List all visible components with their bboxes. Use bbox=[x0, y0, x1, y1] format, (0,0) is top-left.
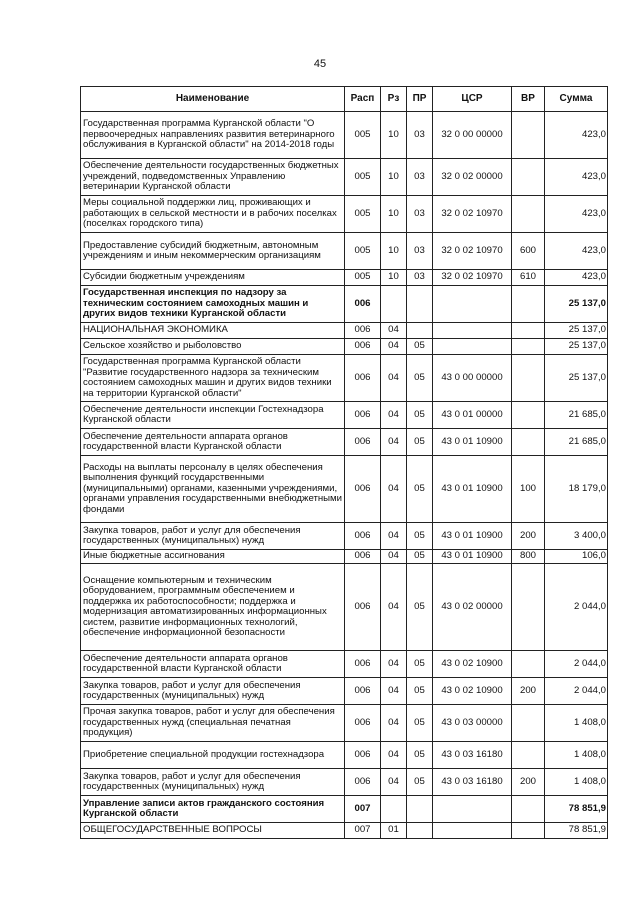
cell-sum: 25 137,0 bbox=[545, 339, 608, 355]
table-row bbox=[81, 564, 608, 651]
cell-sum: 25 137,0 bbox=[545, 355, 608, 402]
cell-name: Субсидии бюджетным учреждениям bbox=[81, 270, 345, 286]
cell-name: Государственная программа Курганской области "Развитие государственного надзора за техническим состоянием самоходных машин и других видов техники на территории Курганской области" bbox=[81, 355, 345, 402]
cell-sum: 1 408,0 bbox=[545, 705, 608, 742]
table-row bbox=[81, 651, 608, 678]
cell-rz: 10 bbox=[381, 112, 407, 159]
header-pr: ПР bbox=[407, 87, 433, 112]
cell-csr bbox=[433, 823, 512, 839]
cell-vr bbox=[512, 159, 545, 196]
cell-vr bbox=[512, 796, 545, 823]
cell-rz: 10 bbox=[381, 196, 407, 233]
cell-rasp: 006 bbox=[345, 678, 381, 705]
cell-rasp: 007 bbox=[345, 796, 381, 823]
cell-sum: 106,0 bbox=[545, 550, 608, 564]
cell-name: Сельское хозяйство и рыболовство bbox=[81, 339, 345, 355]
cell-rz bbox=[381, 796, 407, 823]
table-row bbox=[81, 678, 608, 705]
cell-pr: 03 bbox=[407, 196, 433, 233]
cell-vr bbox=[512, 564, 545, 651]
cell-pr: 05 bbox=[407, 339, 433, 355]
cell-name: Обеспечение деятельности аппарата органов государственной власти Курганской области bbox=[81, 429, 345, 456]
cell-name: Закупка товаров, работ и услуг для обеспечения государственных (муниципальных) нужд bbox=[81, 523, 345, 550]
cell-name: Меры социальной поддержки лиц, проживающих и работающих в сельской местности и в рабочих поселках (поселках городского типа) bbox=[81, 196, 345, 233]
cell-pr: 05 bbox=[407, 678, 433, 705]
cell-sum: 25 137,0 bbox=[545, 286, 608, 323]
cell-sum: 2 044,0 bbox=[545, 651, 608, 678]
header-sum: Сумма bbox=[545, 87, 608, 112]
budget-table bbox=[80, 86, 608, 839]
cell-rasp: 006 bbox=[345, 564, 381, 651]
cell-csr: 32 0 00 00000 bbox=[433, 112, 512, 159]
cell-csr: 43 0 02 00000 bbox=[433, 564, 512, 651]
cell-name: Закупка товаров, работ и услуг для обеспечения государственных (муниципальных) нужд bbox=[81, 678, 345, 705]
cell-name: Обеспечение деятельности инспекции Гостехнадзора Курганской области bbox=[81, 402, 345, 429]
table-row bbox=[81, 429, 608, 456]
cell-rz: 04 bbox=[381, 429, 407, 456]
cell-csr: 32 0 02 10970 bbox=[433, 270, 512, 286]
cell-vr: 200 bbox=[512, 769, 545, 796]
cell-vr bbox=[512, 705, 545, 742]
cell-csr: 43 0 02 10900 bbox=[433, 678, 512, 705]
table-row bbox=[81, 159, 608, 196]
cell-rz bbox=[381, 286, 407, 323]
cell-rz: 04 bbox=[381, 456, 407, 523]
cell-sum: 21 685,0 bbox=[545, 429, 608, 456]
table-row bbox=[81, 523, 608, 550]
table-row bbox=[81, 705, 608, 742]
cell-rasp: 006 bbox=[345, 651, 381, 678]
cell-rasp: 006 bbox=[345, 286, 381, 323]
cell-csr bbox=[433, 796, 512, 823]
table-row bbox=[81, 823, 608, 839]
cell-vr bbox=[512, 196, 545, 233]
cell-sum: 25 137,0 bbox=[545, 323, 608, 339]
header-vr: ВР bbox=[512, 87, 545, 112]
cell-name: Обеспечение деятельности государственных бюджетных учреждений, подведомственных Управлению ветеринарии Курганской области bbox=[81, 159, 345, 196]
cell-name: Государственная программа Курганской области "О первоочередных направлениях развития ветеринарного обслуживания в Курганской области" на 2014-2018 годы bbox=[81, 112, 345, 159]
cell-rasp: 006 bbox=[345, 456, 381, 523]
cell-vr bbox=[512, 402, 545, 429]
cell-vr bbox=[512, 651, 545, 678]
cell-pr: 05 bbox=[407, 550, 433, 564]
cell-name: Оснащение компьютерным и техническим оборудованием, программным обеспечением и поддержка их работоспособности; поддержка и модернизация автоматизированных информационных систем, развитие информационных технологий, обеспечение информационной безопасности bbox=[81, 564, 345, 651]
cell-rasp: 005 bbox=[345, 159, 381, 196]
cell-rz: 04 bbox=[381, 678, 407, 705]
cell-csr bbox=[433, 339, 512, 355]
cell-pr: 05 bbox=[407, 355, 433, 402]
cell-vr: 100 bbox=[512, 456, 545, 523]
cell-pr bbox=[407, 823, 433, 839]
cell-csr: 43 0 03 00000 bbox=[433, 705, 512, 742]
cell-rasp: 006 bbox=[345, 769, 381, 796]
cell-sum: 423,0 bbox=[545, 112, 608, 159]
header-csr: ЦСР bbox=[433, 87, 512, 112]
cell-vr bbox=[512, 823, 545, 839]
header-name: Наименование bbox=[81, 87, 345, 112]
cell-rasp: 006 bbox=[345, 323, 381, 339]
cell-rz: 04 bbox=[381, 550, 407, 564]
cell-csr: 43 0 01 10900 bbox=[433, 550, 512, 564]
cell-pr: 03 bbox=[407, 112, 433, 159]
cell-csr: 43 0 03 16180 bbox=[433, 742, 512, 769]
cell-name: Предоставление субсидий бюджетным, автономным учреждениям и иным некоммерческим организациям bbox=[81, 233, 345, 270]
cell-vr: 800 bbox=[512, 550, 545, 564]
cell-rasp: 006 bbox=[345, 339, 381, 355]
cell-sum: 1 408,0 bbox=[545, 769, 608, 796]
cell-rasp: 006 bbox=[345, 742, 381, 769]
cell-rz: 04 bbox=[381, 742, 407, 769]
cell-rz: 04 bbox=[381, 355, 407, 402]
cell-vr bbox=[512, 286, 545, 323]
cell-rasp: 005 bbox=[345, 112, 381, 159]
cell-pr: 05 bbox=[407, 742, 433, 769]
cell-pr: 05 bbox=[407, 402, 433, 429]
cell-vr bbox=[512, 112, 545, 159]
cell-name: Государственная инспекция по надзору за техническим состоянием самоходных машин и других видов техники Курганской области bbox=[81, 286, 345, 323]
cell-csr: 43 0 01 10900 bbox=[433, 429, 512, 456]
cell-vr: 200 bbox=[512, 523, 545, 550]
table-header-row bbox=[81, 87, 608, 112]
table-row bbox=[81, 196, 608, 233]
page-number: 45 bbox=[313, 58, 327, 70]
cell-vr: 600 bbox=[512, 233, 545, 270]
cell-pr: 03 bbox=[407, 270, 433, 286]
cell-vr: 200 bbox=[512, 678, 545, 705]
cell-rz: 01 bbox=[381, 823, 407, 839]
cell-rz: 10 bbox=[381, 270, 407, 286]
cell-csr: 43 0 01 10900 bbox=[433, 523, 512, 550]
cell-sum: 2 044,0 bbox=[545, 564, 608, 651]
cell-rz: 04 bbox=[381, 339, 407, 355]
cell-csr: 43 0 02 10900 bbox=[433, 651, 512, 678]
cell-name: Расходы на выплаты персоналу в целях обеспечения выполнения функций государственными (муниципальными) органами, казенными учреждениями, органами управления государственными внебюджетными фондами bbox=[81, 456, 345, 523]
cell-csr bbox=[433, 286, 512, 323]
cell-rz: 04 bbox=[381, 651, 407, 678]
table-row bbox=[81, 769, 608, 796]
header-rasp: Расп bbox=[345, 87, 381, 112]
cell-csr: 43 0 01 00000 bbox=[433, 402, 512, 429]
cell-rz: 04 bbox=[381, 769, 407, 796]
cell-pr: 03 bbox=[407, 159, 433, 196]
cell-pr: 05 bbox=[407, 769, 433, 796]
cell-rz: 04 bbox=[381, 705, 407, 742]
cell-sum: 1 408,0 bbox=[545, 742, 608, 769]
cell-pr: 05 bbox=[407, 705, 433, 742]
cell-rasp: 006 bbox=[345, 402, 381, 429]
cell-pr bbox=[407, 286, 433, 323]
cell-name: Прочая закупка товаров, работ и услуг для обеспечения государственных нужд (специальная печатная продукция) bbox=[81, 705, 345, 742]
cell-name: Приобретение специальной продукции гостехнадзора bbox=[81, 742, 345, 769]
cell-rz: 04 bbox=[381, 402, 407, 429]
cell-pr: 05 bbox=[407, 523, 433, 550]
cell-pr bbox=[407, 796, 433, 823]
cell-pr: 05 bbox=[407, 429, 433, 456]
table-row bbox=[81, 112, 608, 159]
cell-vr bbox=[512, 429, 545, 456]
cell-pr: 05 bbox=[407, 651, 433, 678]
header-rz: Рз bbox=[381, 87, 407, 112]
cell-sum: 3 400,0 bbox=[545, 523, 608, 550]
table-row bbox=[81, 796, 608, 823]
cell-rz: 04 bbox=[381, 323, 407, 339]
cell-csr: 32 0 02 10970 bbox=[433, 196, 512, 233]
cell-csr: 32 0 02 10970 bbox=[433, 233, 512, 270]
cell-sum: 21 685,0 bbox=[545, 402, 608, 429]
cell-pr: 03 bbox=[407, 233, 433, 270]
cell-sum: 2 044,0 bbox=[545, 678, 608, 705]
cell-rz: 04 bbox=[381, 564, 407, 651]
cell-rasp: 006 bbox=[345, 355, 381, 402]
cell-vr bbox=[512, 323, 545, 339]
cell-sum: 78 851,9 bbox=[545, 823, 608, 839]
cell-name: Иные бюджетные ассигнования bbox=[81, 550, 345, 564]
table-row bbox=[81, 550, 608, 564]
cell-name: ОБЩЕГОСУДАРСТВЕННЫЕ ВОПРОСЫ bbox=[81, 823, 345, 839]
cell-sum: 423,0 bbox=[545, 233, 608, 270]
cell-vr bbox=[512, 742, 545, 769]
cell-name: Обеспечение деятельности аппарата органов государственной власти Курганской области bbox=[81, 651, 345, 678]
cell-rasp: 007 bbox=[345, 823, 381, 839]
table-row bbox=[81, 233, 608, 270]
cell-sum: 78 851,9 bbox=[545, 796, 608, 823]
cell-sum: 423,0 bbox=[545, 159, 608, 196]
cell-rz: 04 bbox=[381, 523, 407, 550]
cell-rasp: 005 bbox=[345, 196, 381, 233]
table-row bbox=[81, 339, 608, 355]
table-row bbox=[81, 402, 608, 429]
cell-rasp: 005 bbox=[345, 270, 381, 286]
cell-csr: 43 0 00 00000 bbox=[433, 355, 512, 402]
cell-csr: 43 0 03 16180 bbox=[433, 769, 512, 796]
table-row bbox=[81, 456, 608, 523]
table-row bbox=[81, 286, 608, 323]
cell-vr bbox=[512, 339, 545, 355]
cell-rasp: 006 bbox=[345, 550, 381, 564]
cell-rz: 10 bbox=[381, 233, 407, 270]
cell-csr bbox=[433, 323, 512, 339]
cell-sum: 423,0 bbox=[545, 270, 608, 286]
table-row bbox=[81, 355, 608, 402]
cell-vr bbox=[512, 355, 545, 402]
cell-rasp: 006 bbox=[345, 523, 381, 550]
table-row bbox=[81, 323, 608, 339]
cell-rasp: 006 bbox=[345, 705, 381, 742]
table-body bbox=[81, 112, 608, 839]
cell-vr: 610 bbox=[512, 270, 545, 286]
cell-sum: 423,0 bbox=[545, 196, 608, 233]
cell-name: НАЦИОНАЛЬНАЯ ЭКОНОМИКА bbox=[81, 323, 345, 339]
cell-csr: 43 0 01 10900 bbox=[433, 456, 512, 523]
table-row bbox=[81, 270, 608, 286]
cell-pr bbox=[407, 323, 433, 339]
cell-pr: 05 bbox=[407, 564, 433, 651]
cell-name: Управление записи актов гражданского состояния Курганской области bbox=[81, 796, 345, 823]
cell-rz: 10 bbox=[381, 159, 407, 196]
cell-rasp: 005 bbox=[345, 233, 381, 270]
cell-pr: 05 bbox=[407, 456, 433, 523]
cell-sum: 18 179,0 bbox=[545, 456, 608, 523]
cell-rasp: 006 bbox=[345, 429, 381, 456]
table-row bbox=[81, 742, 608, 769]
cell-name: Закупка товаров, работ и услуг для обеспечения государственных (муниципальных) нужд bbox=[81, 769, 345, 796]
cell-csr: 32 0 02 00000 bbox=[433, 159, 512, 196]
